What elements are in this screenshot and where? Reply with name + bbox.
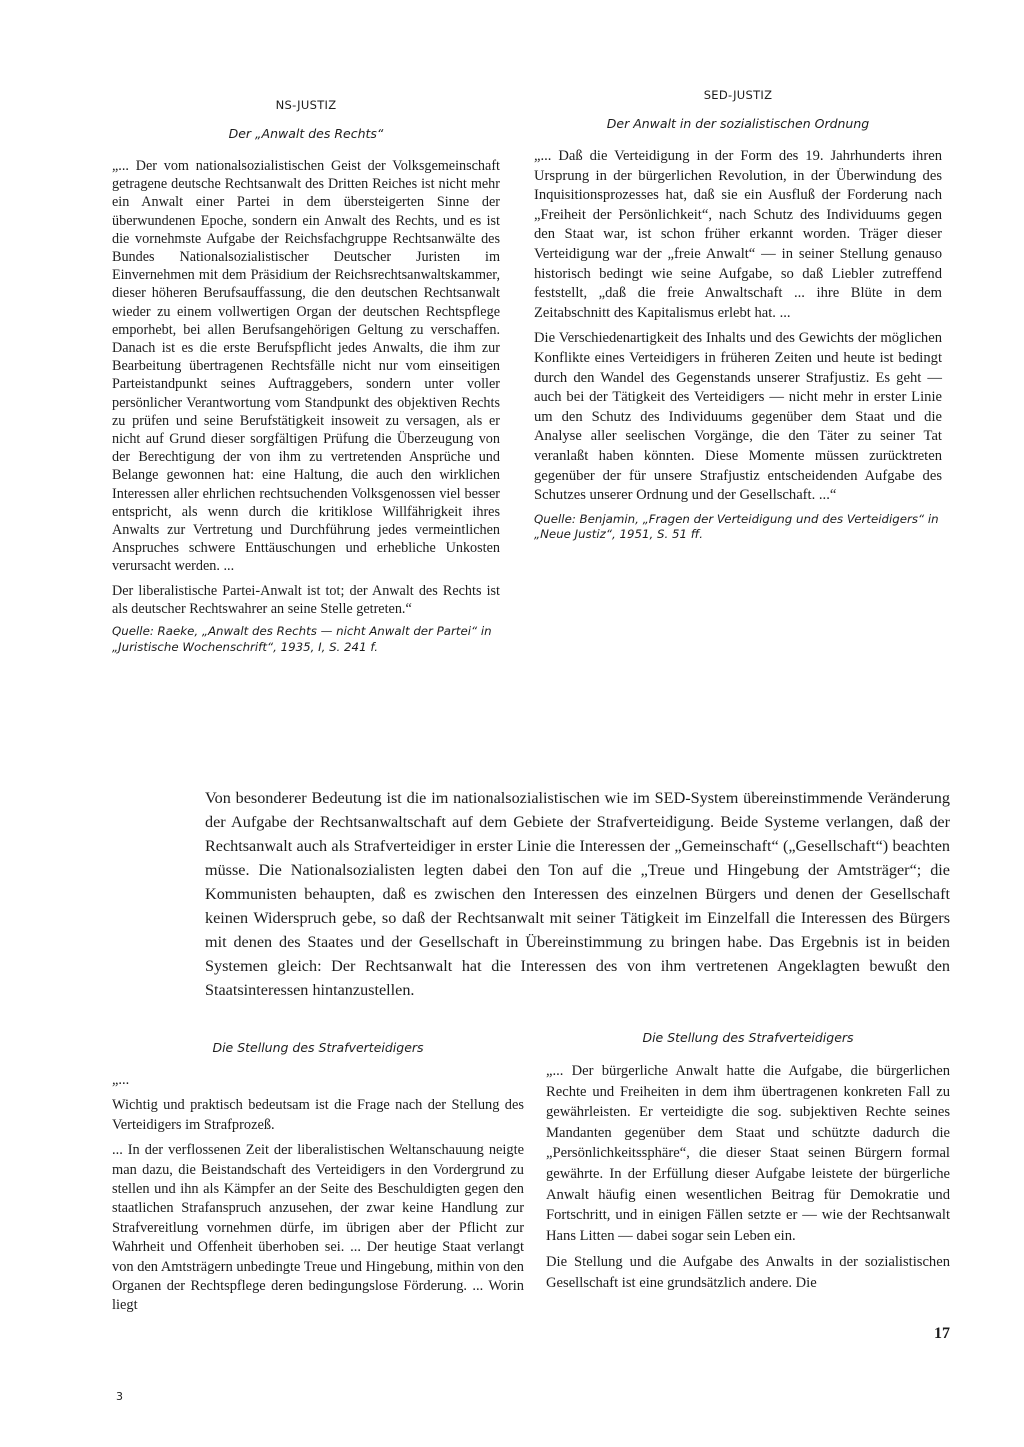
quote-paragraph: ... In der verflossenen Zeit der liberalistischen Weltanschauung neigte man dazu, die Beistandschaft des Verteidigers in den Vordergrund zu stellen und ihn als Kämpfer an der Seite des Beschuldigten gegen den staatlichen Strafanspruch anzusehen, der zwar keine Handlung zur Strafvereitlung vornehmen dürfe, im übrigen aber der Pflicht zur Wahrheit und Offenheit überhoben sei. ... Der heutige Staat verlangt von den Amtsträgern unbedingte Treue und Hingebung, mithin von den Organen der Rechtspflege deren bedingungslose Förderung. ... Worin liegt [112, 1142, 524, 1314]
column-subtitle: Der Anwalt in der sozialistischen Ordnung [606, 116, 870, 131]
sed-strafverteidiger-column [546, 1030, 950, 1300]
quote-paragraph: Der liberalistische Partei-Anwalt ist tot; der Anwalt des Rechts ist als deutscher Rechtswahrer an seine Stelle getreten.“ [112, 582, 500, 617]
column-heading: NS-JUSTIZ [275, 98, 337, 112]
sheet-number: 3 [116, 1390, 123, 1403]
quote-paragraph: „... Der bürgerliche Anwalt hatte die Aufgabe, die bürgerlichen Rechte und Freiheiten in dem ihm übertragenen konkreten Fall zu gewährleisten. Er verteidigte die sog. subjektiven Rechte seines Mandanten gegenüber dem Staat und schützte dadurch die „Persönlichkeitssphäre“, die dieser Staat seinen Bürgern formal gewährte. In der Erfüllung dieser Aufgabe leistete der bürgerliche Anwalt häufig einen wesentlichen Beitrag für Demokratie und Fortschritt, und in einigen Fällen setzte er — wie der Rechtsanwalt Hans Litten — dabei sogar sein Leben ein. [546, 1063, 950, 1244]
column-subtitle: Die Stellung des Strafverteidigers [642, 1030, 854, 1045]
sed-justiz-column [534, 88, 942, 543]
column-subtitle: Der „Anwalt des Rechts“ [228, 126, 384, 141]
column-subtitle: Die Stellung des Strafverteidigers [212, 1040, 424, 1055]
commentary-block [205, 786, 950, 1008]
commentary-paragraph: Von besonderer Bedeutung ist die im nationalsozialistischen wie im SED-System übereinstimmende Veränderung der Aufgabe der Rechtsanwaltschaft auf dem Gebiete der Strafverteidigung. Beide Systeme verlangen, daß der Rechtsanwalt auch als Strafverteidiger in erster Linie die Interessen der „Gemeinschaft“ („Gesellschaft“) beachten müsse. Die Nationalsozialisten legten dabei den Ton auf die „Treue und Hingebung der Amtsträger“; die Kommunisten behaupten, daß es zwischen den Interessen des einzelnen Bürgers und denen der Gesellschaft keinen Widerspruch gebe, so daß der Rechtsanwalt mit seiner Tätigkeit im Einzelfall die Interessen des Bürgers mit denen des Staates und der Gesellschaft in Übereinstimmung zu bringen habe. Das Ergebnis ist in beiden Systemen gleich: Der Rechtsanwalt hat die Interessen des von ihm vertretenen Angeklagten bewußt den Staatsinteressen hintanzustellen. [205, 789, 950, 999]
ns-justiz-column [112, 98, 500, 655]
quote-paragraph: „... [112, 1072, 130, 1088]
column-heading: SED-JUSTIZ [703, 88, 773, 102]
quote-paragraph: Die Verschiedenartigkeit des Inhalts und des Gewichts der möglichen Konflikte eines Verteidigers in früheren Zeiten und heute ist bedingt durch den Wandel des Gegenstands unserer Strafjustiz. Es geht — auch bei der Tätigkeit des Verteidigers — nicht mehr in erster Linie um den Schutz des Individuums gegenüber dem Staat und die Analyse aller seelischen Vorgänge, die den Täter zu seiner Tat veranlaßt haben könnten. Diese Momente müssen zurücktreten gegenüber der für unsere Strafjustiz entscheidenden Aufgabe des Schutzes unserer Ordnung und der Gesellschaft. ...“ [534, 330, 942, 504]
ns-strafverteidiger-column [112, 1040, 524, 1322]
quote-paragraph: Wichtig und praktisch bedeutsam ist die Frage nach der Stellung des Verteidigers im Strafprozeß. [112, 1097, 524, 1133]
quote-paragraph: Die Stellung und die Aufgabe des Anwalts in der sozialistischen Gesellschaft ist eine grundsätzlich andere. Die [546, 1254, 950, 1291]
quote-paragraph: „... Der vom nationalsozialistischen Geist der Volksgemeinschaft getragene deutsche Rechtsanwalt des Dritten Reiches ist nicht mehr ein Anwalt einer Partei in dem übersteigerten Sinne der überwundenen Epoche, sondern ein Anwalt des Rechts, und es ist die vornehmste Aufgabe der Reichsfachgruppe Rechtsanwälte des Bundes Nationalsozialistischer Deutscher Juristen im Einvernehmen mit dem Präsidium der Reichsrechtsanwaltskammer, dieser höheren Berufsauffassung, die den deutschen Rechtsanwalt wieder zu einem vollwertigen Organ der deutschen Rechtspflege emporhebt, bei allen Berufsangehörigen Geltung zu verschaffen. Danach ist es die erste Berufspflicht jedes Anwalts, die ihm zur Bearbeitung übertragenen Rechtsfälle nicht nur vom einseitigen Parteistandpunkt seines Auftraggebers, sondern unter voller persönlicher Verantwortung vom Standpunkt des objektiven Rechts zu prüfen und seine Berufstätigkeit insoweit zu versagen, als er nicht auf Grund dieser sorgfältigen Prüfung die Überzeugung von der Berechtigung der von ihm zu vertretenden Ansprüche und Belange gewonnen hat: eine Haltung, die auch den wirklichen Interessen aller ehrlichen rechtsuchenden Volksgenossen viel besser entspricht, als wenn durch die kritiklose Willfährigkeit ihres Anwalts zur Vertretung und Durchführung jedes vermeintlichen Anspruches schwere Enttäuschungen und erhebliche Unkosten verursacht werden. ... [112, 158, 500, 575]
source-citation: Quelle: Raeke, „Anwalt des Rechts — nicht Anwalt der Partei“ in „Juristische Wochenschrift“, 1935, I, S. 241 f. [112, 624, 492, 654]
quote-paragraph: „... Daß die Verteidigung in der Form des 19. Jahrhunderts ihren Ursprung in der bürgerlichen Revolution, in der Überwindung des Inquisitionsprozesses hat, daß sie ein Ausfluß der Forderung nach „Freiheit der Persönlichkeit“, nach Schutz des Individuums gegen den Staat war, ist schon früher erkannt worden. Träger dieser Verteidigung war der „freie Anwalt“ — in seiner Stellung genauso historisch bedingt wie seine Aufgabe, so daß Liebler zutreffend feststellt, „daß die freie Anwaltschaft ... ihre Blüte in dem Zeitabschnitt des Kapitalismus erlebt hat. ... [534, 148, 942, 321]
page-number: 17 [934, 1325, 950, 1342]
source-citation: Quelle: Benjamin, „Fragen der Verteidigung und des Verteidigers“ in „Neue Justiz“, 1951, S. 51 ff. [534, 511, 939, 542]
